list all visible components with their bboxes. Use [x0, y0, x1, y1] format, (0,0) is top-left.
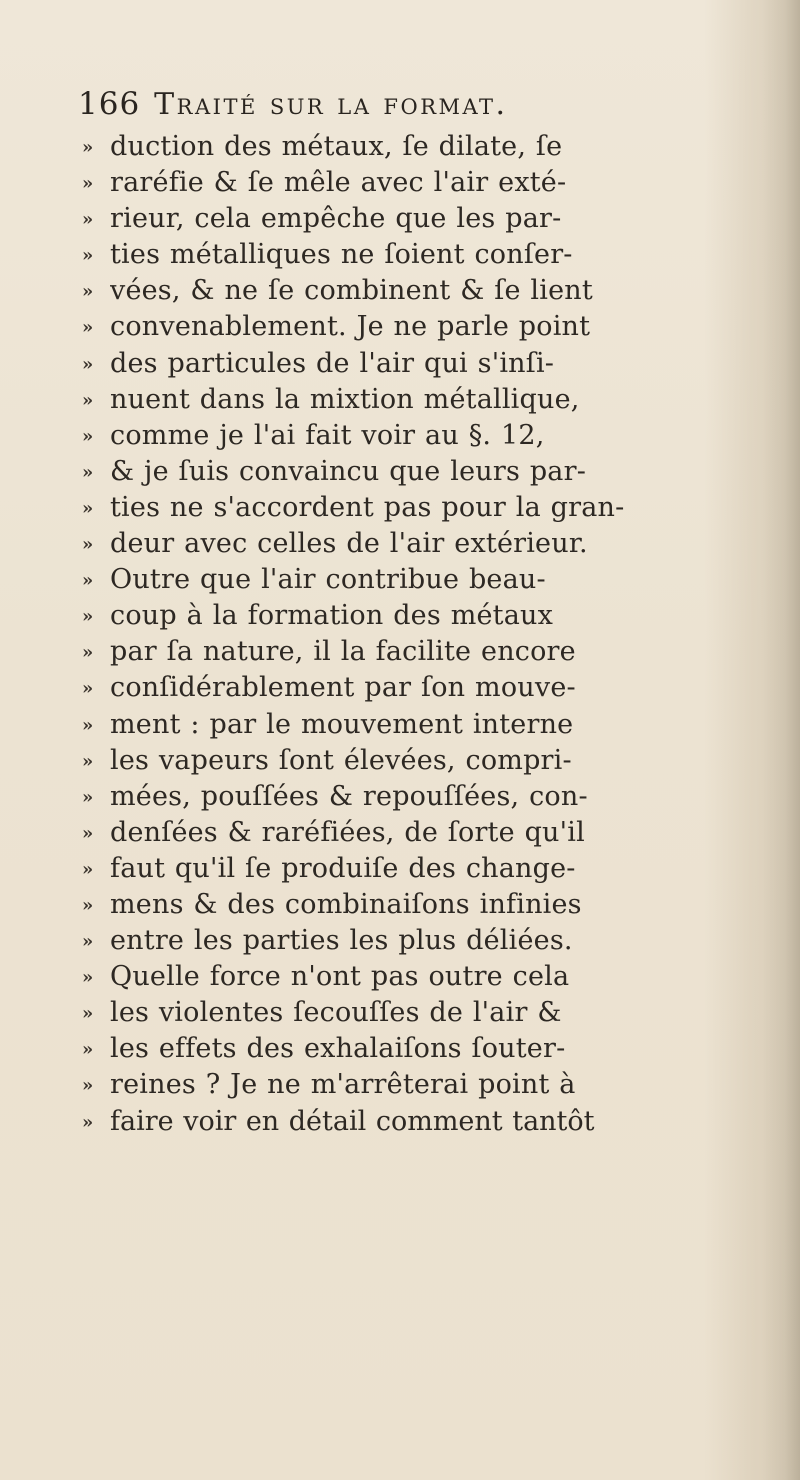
page-number: 166	[78, 86, 141, 122]
text-line	[82, 889, 776, 925]
line-text: ment : par le mouvement interne	[110, 708, 574, 740]
text-line	[82, 456, 776, 492]
line-text: conſidérablement par ſon mouve-	[110, 672, 576, 704]
quote-mark: »	[82, 894, 94, 916]
text-line	[82, 1106, 776, 1142]
quote-mark: »	[82, 137, 94, 158]
text-line	[82, 384, 776, 420]
line-text: des particules de l'air qui s'inſi-	[110, 347, 555, 379]
text-line	[82, 600, 776, 636]
quote-mark: »	[82, 497, 94, 519]
line-text: faut qu'il ſe produiſe des change-	[110, 852, 576, 884]
line-text: reines ? Je ne m'arrêterai point à	[110, 1069, 576, 1101]
text-line	[82, 709, 776, 745]
text-line	[82, 275, 776, 311]
body-text	[82, 131, 776, 1142]
line-text: ties métalliques ne ſoient conſer-	[110, 239, 573, 271]
text-line	[82, 311, 776, 347]
text-line	[82, 961, 776, 997]
text-line	[82, 131, 776, 167]
text-line	[82, 420, 776, 456]
quote-mark: »	[82, 606, 94, 628]
line-text: & je ſuis convaincu que leurs par-	[110, 455, 587, 487]
line-text: nuent dans la mixtion métallique,	[110, 383, 580, 415]
text-line	[82, 997, 776, 1033]
line-text: Quelle force n'ont pas outre cela	[110, 961, 570, 993]
quote-mark: »	[82, 1111, 94, 1133]
line-text: mées, pouſſées & repouſſées, con-	[110, 780, 588, 812]
text-line	[82, 348, 776, 384]
quote-mark: »	[82, 389, 94, 411]
quote-mark: »	[82, 967, 94, 989]
quote-mark: »	[82, 1075, 94, 1097]
quote-mark: »	[82, 173, 94, 195]
text-line	[82, 636, 776, 672]
text-line	[82, 564, 776, 600]
text-line	[82, 853, 776, 889]
quote-mark: »	[82, 461, 94, 483]
line-text: les effets des exhalaiſons ſouter-	[110, 1033, 566, 1065]
text-line	[82, 672, 776, 708]
line-text: comme je l'ai fait voir au §. 12,	[110, 419, 545, 451]
running-head: Traité sur la format.	[154, 87, 508, 122]
text-line	[82, 203, 776, 239]
line-text: Outre que l'air contribue beau-	[110, 564, 546, 596]
quote-mark: »	[82, 822, 94, 844]
line-text: convenablement. Je ne parle point	[110, 311, 591, 343]
line-text: les violentes ſecouſſes de l'air &	[110, 997, 562, 1029]
line-text: rieur, cela empêche que les par-	[110, 203, 562, 235]
quote-mark: »	[82, 750, 94, 772]
line-text: vées, & ne ſe combinent & ſe lient	[110, 275, 593, 307]
text-line	[82, 817, 776, 853]
quote-mark: »	[82, 317, 94, 339]
quote-mark: »	[82, 353, 94, 375]
quote-mark: »	[82, 570, 94, 592]
line-text: faire voir en détail comment tantôt	[110, 1105, 595, 1137]
quote-mark: »	[82, 1003, 94, 1025]
quote-mark: »	[82, 678, 94, 700]
quote-mark: »	[82, 245, 94, 267]
line-text: denſées & raréfiées, de ſorte qu'il	[110, 816, 585, 848]
line-text: duction des métaux, ſe dilate, ſe	[110, 131, 563, 162]
quote-mark: »	[82, 714, 94, 736]
text-line	[82, 167, 776, 203]
text-line	[82, 492, 776, 528]
quote-mark: »	[82, 931, 94, 953]
text-line	[82, 745, 776, 781]
quote-mark: »	[82, 786, 94, 808]
quote-mark: »	[82, 209, 94, 231]
line-text: les vapeurs ſont élevées, compri-	[110, 744, 572, 776]
page-header	[78, 86, 768, 130]
quote-mark: »	[82, 1039, 94, 1061]
quote-mark: »	[82, 858, 94, 880]
text-line	[82, 1069, 776, 1105]
text-line	[82, 528, 776, 564]
quote-mark: »	[82, 425, 94, 447]
text-line	[82, 781, 776, 817]
quote-mark: »	[82, 534, 94, 556]
quote-mark: »	[82, 281, 94, 303]
line-text: par ſa nature, il la facilite encore	[110, 636, 576, 668]
line-text: mens & des combinaiſons infinies	[110, 888, 582, 920]
text-line	[82, 925, 776, 961]
line-text: ties ne s'accordent pas pour la gran-	[110, 491, 625, 523]
line-text: entre les parties les plus déliées.	[110, 925, 573, 957]
quote-mark: »	[82, 642, 94, 664]
line-text: coup à la formation des métaux	[110, 600, 554, 632]
text-line	[82, 1033, 776, 1069]
text-line	[82, 239, 776, 275]
line-text: raréfie & ſe mêle avec l'air exté-	[110, 167, 567, 199]
line-text: deur avec celles de l'air extérieur.	[110, 528, 588, 560]
